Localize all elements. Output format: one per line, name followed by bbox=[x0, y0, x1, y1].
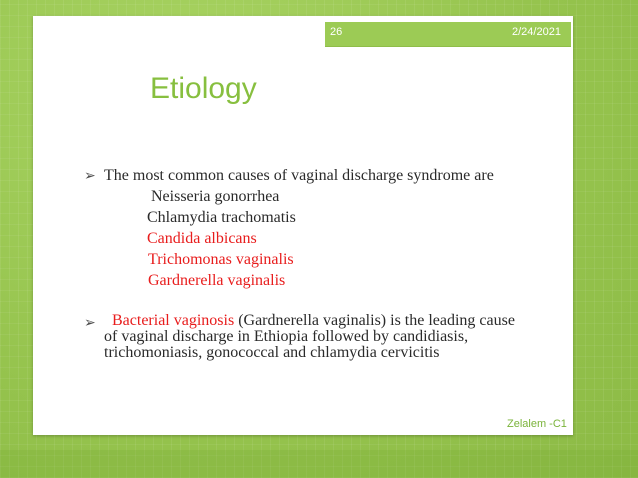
footer-author: Zelalem -C1 bbox=[507, 418, 567, 430]
cause-chlamydia: Chlamydia trachomatis bbox=[147, 209, 296, 226]
slide-number: 26 bbox=[330, 26, 343, 38]
bullet-arrow-icon: ➢ bbox=[84, 316, 96, 331]
cause-neisseria: Neisseria gonorrhea bbox=[151, 188, 280, 205]
cause-candida: Candida albicans bbox=[147, 230, 257, 247]
cause-gardnerella: Gardnerella vaginalis bbox=[148, 272, 286, 289]
bacterial-vaginosis-highlight: Bacterial vaginosis bbox=[112, 312, 235, 329]
slide-title: Etiology bbox=[150, 72, 257, 105]
bullet-2-rest: (Gardnerella vaginalis) is the leading cause of vaginal discharge in Ethiopia followed by candidiasis, trichomoniasis, gonococcal and chlamydia cervicitis bbox=[104, 312, 515, 361]
cause-trichomonas: Trichomonas vaginalis bbox=[148, 251, 294, 268]
bullet-2-text bbox=[104, 313, 524, 361]
slide-card bbox=[33, 16, 573, 435]
bullet-1-lead: The most common causes of vaginal discharge syndrome are bbox=[104, 167, 494, 184]
bullet-arrow-icon: ➢ bbox=[84, 169, 96, 184]
slide-date: 2/24/2021 bbox=[512, 26, 561, 38]
background-strip bbox=[0, 450, 638, 478]
